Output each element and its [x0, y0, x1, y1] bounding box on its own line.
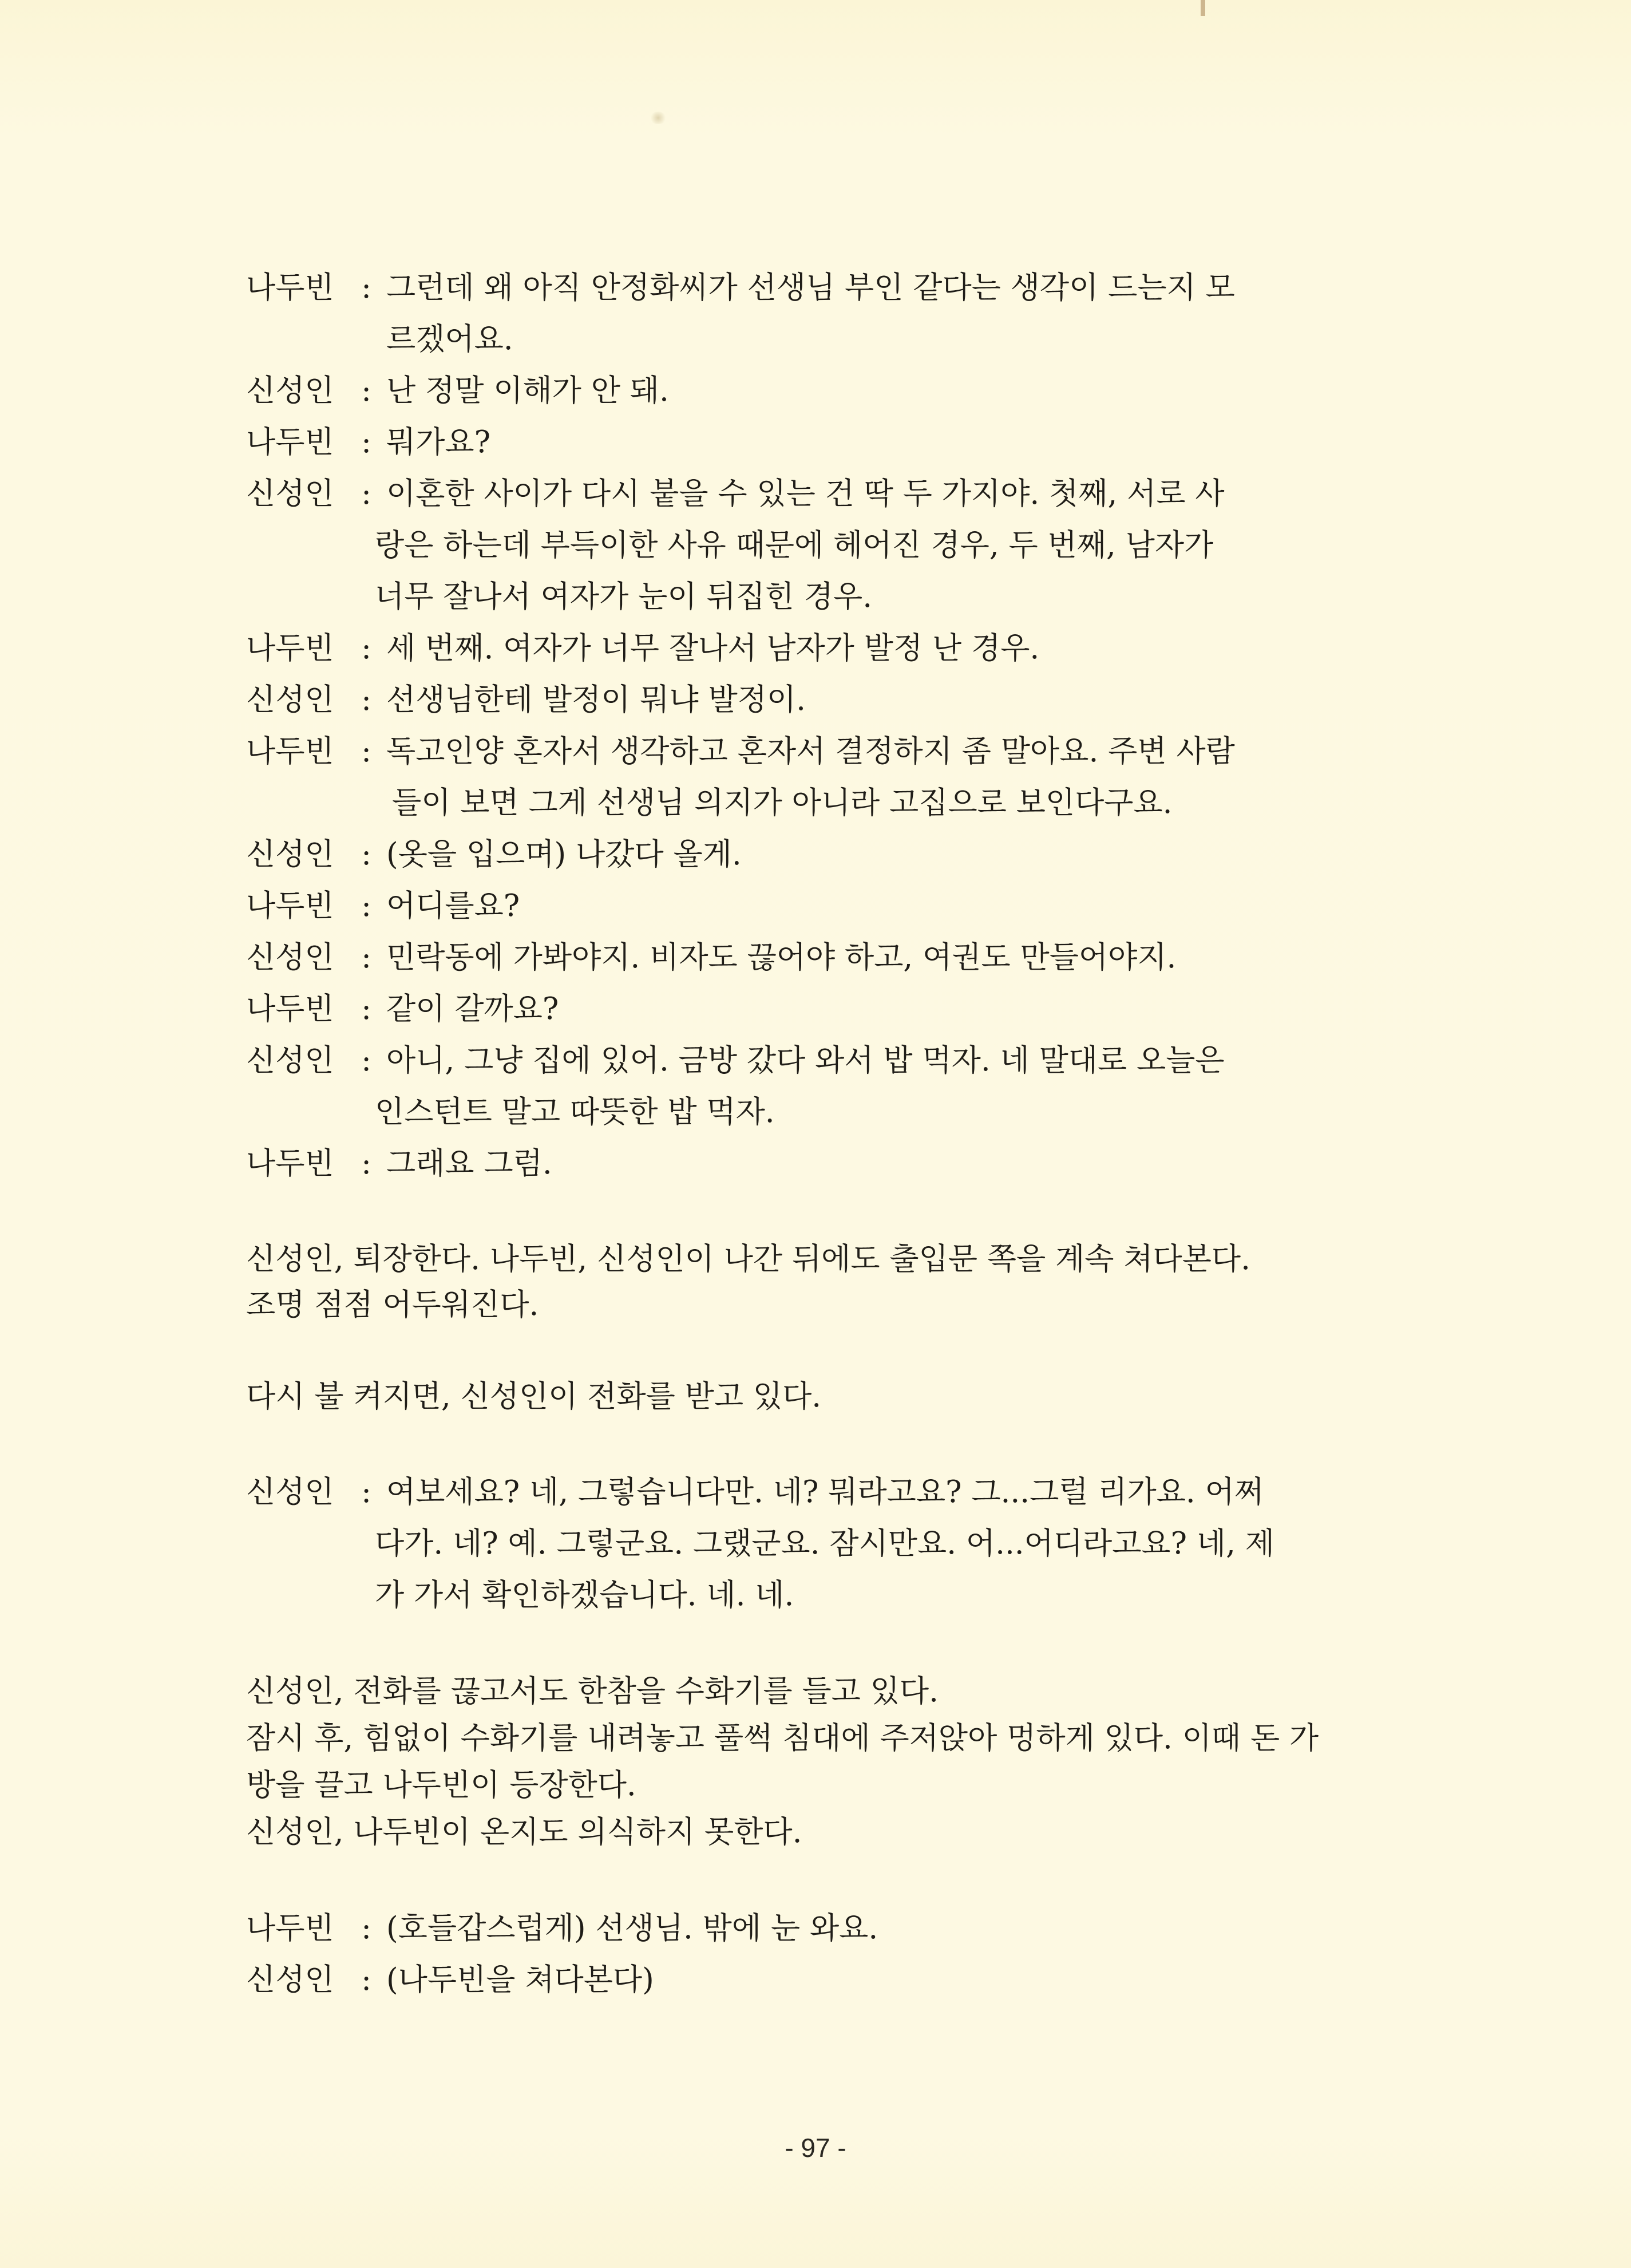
stage-direction-text: 조명 점점 어두워진다.	[246, 1287, 539, 1322]
dialogue-line	[246, 726, 1408, 777]
dialogue-line	[246, 1035, 1408, 1086]
speech-continuation: 인스턴트 말고 따뜻한 밥 먹자.	[375, 1095, 775, 1129]
speech-text: 그런데 왜 아직 안정화씨가 선생님 부인 같다는 생각이 드는지 모	[386, 270, 1235, 305]
script-content	[246, 262, 1408, 2006]
speech-text: (호들갑스럽게) 선생님. 밖에 눈 와요.	[386, 1911, 878, 1946]
speaker-name: 나두빈	[246, 631, 334, 666]
colon: :	[361, 1043, 371, 1078]
dialogue-line	[246, 468, 1408, 520]
speaker-name: 신성인	[246, 1475, 334, 1510]
speaker-name: 신성인	[246, 682, 334, 717]
dialogue-line	[246, 1954, 1408, 2006]
speaker-name: 나두빈	[246, 270, 334, 305]
speech-text: 같이 갈까요?	[386, 991, 559, 1026]
page-number: - 97 -	[785, 2133, 846, 2163]
dialogue-line	[246, 1570, 1408, 1621]
spacer	[246, 1420, 1408, 1467]
dialogue-line	[246, 1518, 1408, 1570]
colon: :	[361, 734, 371, 769]
speaker-name: 나두빈	[246, 991, 334, 1026]
speech-text: 어디를요?	[386, 888, 520, 923]
stage-direction-text: 다시 불 켜지면, 신성인이 전화를 받고 있다.	[246, 1379, 822, 1414]
colon: :	[361, 1962, 371, 1997]
speaker-name: 신성인	[246, 940, 334, 975]
dialogue-line	[246, 983, 1408, 1035]
stage-direction-text: 신성인, 전화를 끊고서도 한참을 수화기를 들고 있다.	[246, 1674, 939, 1709]
speaker-name: 나두빈	[246, 734, 334, 769]
dialogue-line	[246, 777, 1408, 829]
speech-continuation: 랑은 하는데 부득이한 사유 때문에 헤어진 경우, 두 번째, 남자가	[375, 528, 1214, 563]
speaker-name: 나두빈	[246, 1146, 334, 1181]
colon: :	[361, 373, 371, 408]
stage-direction	[246, 1809, 1408, 1856]
colon: :	[361, 991, 371, 1026]
speech-text: 민락동에 가봐야지. 비자도 끊어야 하고, 여권도 만들어야지.	[386, 940, 1177, 975]
speaker-name: 신성인	[246, 476, 334, 511]
speaker-name: 신성인	[246, 837, 334, 872]
dialogue-line	[246, 829, 1408, 880]
speech-text: 난 정말 이해가 안 돼.	[386, 373, 669, 408]
speaker-name: 신성인	[246, 373, 334, 408]
speech-continuation: 다가. 네? 예. 그렇군요. 그랬군요. 잠시만요. 어...어디라고요? 네, 제	[375, 1526, 1274, 1561]
dialogue-line	[246, 571, 1408, 623]
speech-text: 세 번째. 여자가 너무 잘나서 남자가 발정 난 경우.	[386, 631, 1040, 666]
speech-text: 그래요 그럼.	[386, 1146, 552, 1181]
stage-direction-text: 신성인, 나두빈이 온지도 의식하지 못한다.	[246, 1815, 802, 1850]
colon: :	[361, 1911, 371, 1946]
stage-direction	[246, 1374, 1408, 1420]
dialogue-line	[246, 314, 1408, 365]
speaker-name: 나두빈	[246, 1911, 334, 1946]
stage-direction-text: 신성인, 퇴장한다. 나두빈, 신성인이 나간 뒤에도 출입문 쪽을 계속 쳐다본다.	[246, 1242, 1250, 1277]
stage-direction	[246, 1762, 1408, 1809]
speech-continuation: 너무 잘나서 여자가 눈이 뒤집힌 경우.	[375, 579, 873, 614]
speaker-name: 나두빈	[246, 888, 334, 923]
speech-continuation: 가 가서 확인하겠습니다. 네. 네.	[375, 1578, 794, 1613]
colon: :	[361, 270, 371, 305]
speech-text: 이혼한 사이가 다시 붙을 수 있는 건 딱 두 가지야. 첫째, 서로 사	[386, 476, 1225, 511]
colon: :	[361, 837, 371, 872]
colon: :	[361, 940, 371, 975]
paper-smudge	[650, 112, 667, 124]
speech-text: (나두빈을 쳐다본다)	[386, 1962, 654, 1997]
speech-continuation: 르겠어요.	[386, 322, 513, 357]
paper-mark	[1201, 0, 1205, 16]
stage-direction	[246, 1715, 1408, 1762]
dialogue-line	[246, 674, 1408, 726]
colon: :	[361, 682, 371, 717]
speaker-name: 신성인	[246, 1043, 334, 1078]
dialogue-line	[246, 623, 1408, 674]
colon: :	[361, 476, 371, 511]
colon: :	[361, 631, 371, 666]
dialogue-line	[246, 1467, 1408, 1518]
dialogue-line	[246, 417, 1408, 468]
dialogue-line	[246, 932, 1408, 983]
speech-text: 여보세요? 네, 그렇습니다만. 네? 뭐라고요? 그...그럴 리가요. 어쩌	[386, 1475, 1264, 1510]
colon: :	[361, 1475, 371, 1510]
speaker-name: 나두빈	[246, 425, 334, 460]
dialogue-line	[246, 880, 1408, 932]
stage-direction	[246, 1236, 1408, 1282]
speech-text: 뭐가요?	[386, 425, 491, 460]
colon: :	[361, 888, 371, 923]
spacer	[246, 1856, 1408, 1903]
dialogue-line	[246, 365, 1408, 417]
speech-text: 아니, 그냥 집에 있어. 금방 갔다 와서 밥 먹자. 네 말대로 오늘은	[386, 1043, 1225, 1078]
spacer	[246, 1328, 1408, 1374]
speech-text: 선생님한테 발정이 뭐냐 발정이.	[386, 682, 806, 717]
dialogue-line	[246, 1138, 1408, 1190]
dialogue-line	[246, 262, 1408, 314]
stage-direction	[246, 1282, 1408, 1328]
stage-direction-text: 방을 끌고 나두빈이 등장한다.	[246, 1768, 636, 1803]
speech-text: 독고인양 혼자서 생각하고 혼자서 결정하지 좀 말아요. 주변 사람	[386, 734, 1235, 769]
spacer	[246, 1190, 1408, 1236]
speaker-name: 신성인	[246, 1962, 334, 1997]
stage-direction-text: 잠시 후, 힘없이 수화기를 내려놓고 풀썩 침대에 주저앉아 멍하게 있다. 이때 돈 가	[246, 1721, 1319, 1756]
colon: :	[361, 1146, 371, 1181]
dialogue-line	[246, 520, 1408, 571]
dialogue-line	[246, 1086, 1408, 1138]
colon: :	[361, 425, 371, 460]
spacer	[246, 1621, 1408, 1668]
speech-text: (옷을 입으며) 나갔다 올게.	[386, 837, 742, 872]
stage-direction	[246, 1668, 1408, 1715]
dialogue-line	[246, 1903, 1408, 1954]
speech-continuation: 들이 보면 그게 선생님 의지가 아니라 고집으로 보인다구요.	[392, 785, 1173, 820]
